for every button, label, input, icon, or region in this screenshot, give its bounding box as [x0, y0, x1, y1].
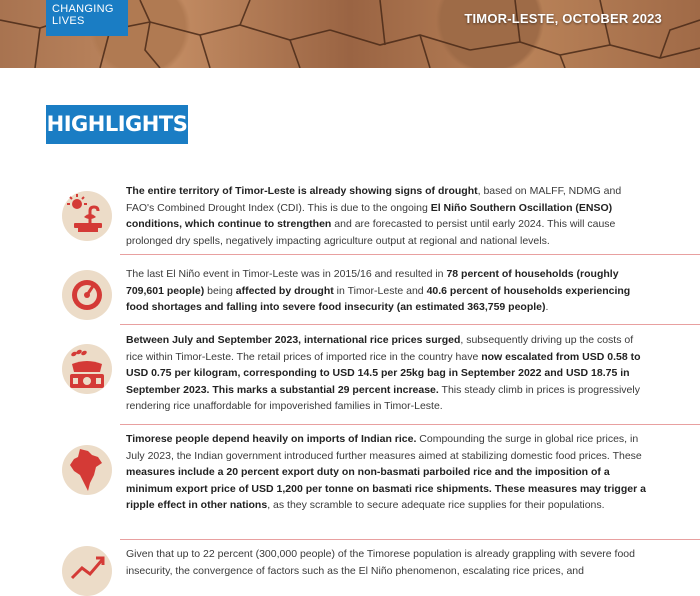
highlight-text-run: , as they scramble to secure adequate rice supplies for their populations.: [267, 499, 605, 511]
header-banner: [0, 0, 700, 68]
logo-text: CHANGING LIVES: [52, 3, 114, 27]
section-divider: [120, 424, 700, 425]
highlight-text-bold: Timorese people depend heavily on imports of Indian rice.: [126, 433, 417, 445]
highlight-text: [126, 332, 646, 415]
section-divider: [120, 254, 700, 255]
section-divider: [120, 539, 700, 540]
section-divider: [120, 324, 700, 325]
highlight-text-run: Compounding the surge in global rice prices, in July 2023, the Indian government introduced further measures aimed at stabilizing domestic food prices. These: [126, 433, 642, 462]
highlight-text-bold: 78 percent of households (roughly 709,601 people): [126, 268, 619, 297]
wfp-logo-box: [46, 0, 128, 36]
highlight-text-run: The last El Niño event in Timor-Leste was in 2015/16 and resulted in: [126, 268, 447, 280]
highlight-text-bold: measures include a 20 percent export duty on non-basmati parboiled rice and the imposition of a minimum export price of USD 1,200 per tonne on basmati rice shipments. These measures may trigger a ripple effect in other nations: [126, 466, 646, 511]
highlight-text: [126, 431, 646, 514]
rice-price-icon: [62, 344, 112, 394]
highlight-text-run: , subsequently driving up the costs of rice within Timor-Leste. The retail prices of imported rice in the country have: [126, 334, 634, 363]
highlight-text-bold: affected by drought: [235, 284, 334, 297]
highlight-text-run: in Timor-Leste and: [333, 284, 427, 297]
highlight-text-run: , based on MALFF, NDMG and FAO's Combined Drought Index (CDI). This is due to the ongoing: [126, 185, 622, 214]
india-map-icon: [62, 445, 112, 495]
highlight-text-run: This steady climb in prices is progressively rendering rice unaffordable for impoverished families in Timor-Leste.: [126, 383, 640, 412]
rising-chart-icon: [62, 546, 112, 596]
highlight-text-bold: El Niño Southern Oscillation (ENSO) conditions, which continue to strengthen: [126, 201, 613, 230]
report-location-date: TIMOR-LESTE, OCTOBER 2023: [464, 11, 662, 26]
highlights-heading: HIGHLIGHTS: [46, 105, 188, 144]
gauge-icon: [62, 270, 112, 320]
highlight-text: [126, 266, 646, 316]
highlight-text: [126, 183, 646, 249]
highlight-text-run: being: [204, 284, 236, 297]
highlight-text-bold: 40.6 percent of households experiencing food shortages and falling into severe food insecurity (an estimated 363,759 people): [126, 284, 631, 313]
highlight-text-bold: The entire territory of Timor-Leste is already showing signs of drought: [126, 185, 478, 197]
highlight-text: [126, 546, 646, 579]
drought-sun-plant-icon: [62, 191, 112, 241]
highlight-text-run: Given that up to 22 percent (300,000 people) of the Timorese population is already grappling with severe food insecurity, the convergence of factors such as the El Niño phenomenon, escalating rice prices, and: [126, 548, 635, 577]
highlight-text-run: and are forecasted to persist until early 2024. This will cause prolonged dry spells, negatively impacting agriculture output at regional and national levels.: [126, 218, 616, 247]
highlight-text-run: .: [545, 301, 549, 313]
highlight-text-bold: Between July and September 2023, international rice prices surged: [126, 334, 461, 346]
highlight-text-bold: now escalated from USD 0.58 to USD 0.75 per kilogram, corresponding to USD 14.5 per 25kg bag in September 2022 and USD 18.75 in September 2023. This marks a substantial 29 percent increase.: [126, 350, 641, 396]
